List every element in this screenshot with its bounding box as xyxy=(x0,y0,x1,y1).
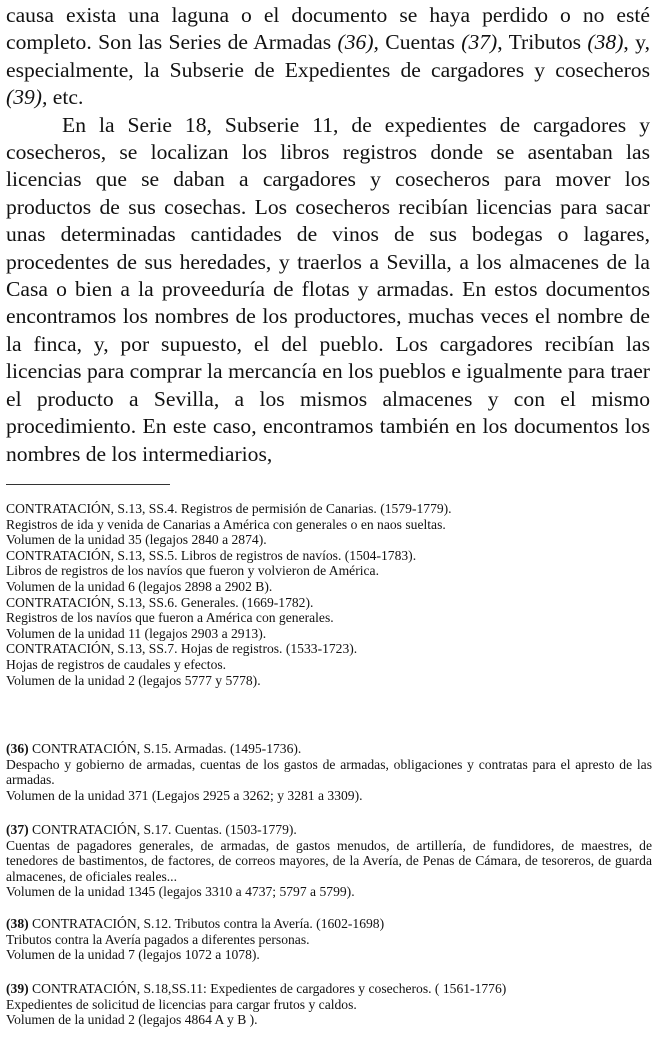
note-ref-36[interactable]: (36), xyxy=(337,30,379,55)
paragraph-2: En la Serie 18, Subserie 11, de expedientes de cargadores y cosecheros, se localizan los libros registros donde se asentaban las licencias que se daban a cargadores y cosecheros para mover los productos de sus cosechas. Los cosecheros recibían licencias para sacar unas determinadas cantidades de vinos de sus bodegas o lagares, procedentes de sus heredades, y traerlos a Sevilla, a los almacenes de la Casa o bien a la proveeduría de flotas y armadas. En estos documentos encontramos los nombres de los productores, muchas veces el nombre de la finca, y, por supuesto, el del pueblo. Los cargadores recibían las licencias para comprar la mercancía en los pueblos e igualmente para traer el producto a Sevilla, a los mismos almacenes y con el mismo procedimiento. En este caso, encontramos también en los documentos los nombres de los intermediarios, xyxy=(6,112,650,466)
footnote-number: (37) xyxy=(6,822,29,837)
note-ref-39[interactable]: (39), xyxy=(6,85,48,110)
paragraph-1: causa exista una laguna o el documento se haya perdido o no esté completo. Son las Series de Armadas (36), Cuentas (37), Tributos (38), y, especialmente, la Subserie de Expedientes de cargadores y cosecheros (39), etc. xyxy=(6,3,650,110)
note-ref-37[interactable]: (37) xyxy=(461,30,498,55)
footnote-number: (38) xyxy=(6,916,29,931)
main-text xyxy=(6,2,650,468)
footnote-continuation: CONTRATACIÓN, S.13, SS.4. Registros de permisión de Canarias. (1579-1779). Registros de ida y venida de Canarias a América con generales o en naos sueltas. Volumen de la unidad 35 (legajos 2840 a 2874). CONTRATACIÓN, S.13, SS.5. Libros de registros de navíos. (1504-1783). Libros de registros de los navíos que fueron y volvieron de América. Volumen de la unidad 6 (legajos 2898 a 2902 B). CONTRATACIÓN, S.13, SS.6. Generales. (1669-1782). Registros de los navíos que fueron a América con generales. Volumen de la unidad 11 (legajos 2903 a 2913). CONTRATACIÓN, S.13, SS.7. Hojas de registros. (1533-1723). Hojas de registros de caudales y efectos. Volumen de la unidad 2 (legajos 5777 y 5778). xyxy=(6,501,452,688)
footnote-37: (37) CONTRATACIÓN, S.17. Cuentas. (1503-1779). Cuentas de pagadores generales, de armadas, de gastos menudos, de artillería, de fundidores, de maestres, de tenedores de bastimentos, de factores, de correos mayores, de la Avería, de Penas de Cámara, de tesoreros, de guarda almacenes, de oficiales reales... Volumen de la unidad 1345 (legajos 3310 a 4737; 5797 a 5799). xyxy=(6,822,652,900)
footnote-divider xyxy=(6,484,170,485)
footnote-number: (39) xyxy=(6,981,29,996)
footnotes-continued xyxy=(6,501,652,688)
footnote-38: (38) CONTRATACIÓN, S.12. Tributos contra la Avería. (1602-1698) Tributos contra la Avería pagados a diferentes personas. Volumen de la unidad 7 (legajos 1072 a 1078). xyxy=(6,916,385,963)
footnote-36: (36) CONTRATACIÓN, S.15. Armadas. (1495-1736). Despacho y gobierno de armadas, cuentas de los gastos de armadas, obligaciones y contratas para el apresto de las armadas. Volumen de la unidad 371 (Legajos 2925 a 3262; y 3281 a 3309). xyxy=(6,741,652,803)
footnote-number: (36) xyxy=(6,741,29,756)
footnote-39: (39) CONTRATACIÓN, S.18,SS.11: Expedientes de cargadores y cosecheros. ( 1561-1776) Expedientes de solicitud de licencias para cargar frutos y caldos. Volumen de la unidad 2 (legajos 4864 A y B ). xyxy=(6,981,507,1028)
note-ref-38[interactable]: (38) xyxy=(587,30,624,55)
